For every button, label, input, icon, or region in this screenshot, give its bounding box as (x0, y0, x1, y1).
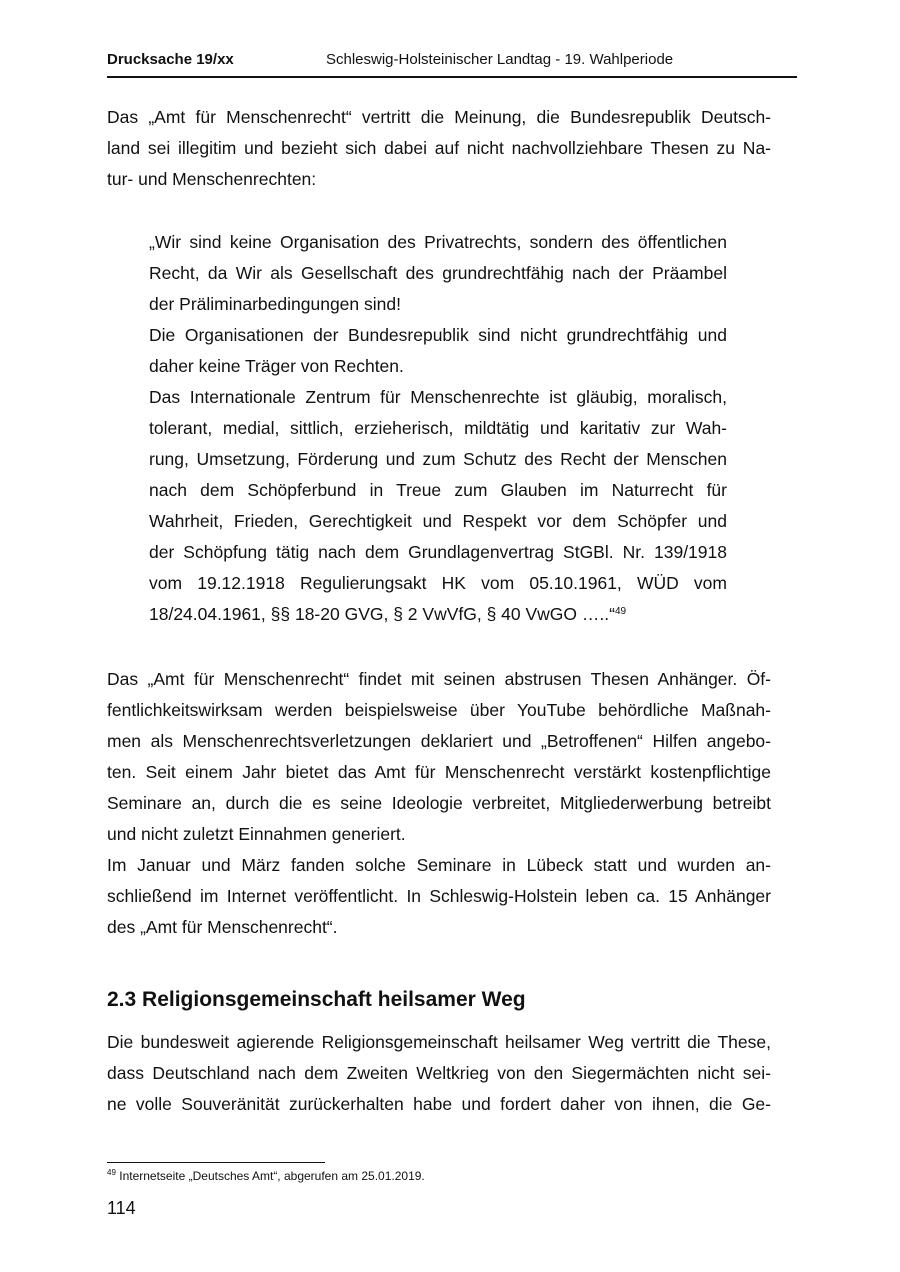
text-line: Seminare an, durch die es seine Ideologie verbreitet, Mitgliederwerbung betreibt (107, 793, 771, 813)
paragraph-2 (107, 664, 771, 943)
text-line: men als Menschenrechtsverletzungen deklariert und „Betroffenen“ Hilfen angebo- (107, 731, 771, 751)
page-number: 114 (107, 1198, 136, 1218)
footnote-text: Internetseite „Deutsches Amt“, abgerufen am 25.01.2019. (115, 1169, 425, 1183)
block-quote (149, 227, 727, 630)
text-line: ten. Seit einem Jahr bietet das Amt für Menschenrecht verstärkt kostenpflichtige (107, 762, 771, 782)
text-line: Die bundesweit agierende Religionsgemeinschaft heilsamer Weg vertritt die These, (107, 1032, 771, 1052)
quote-line: nach dem Schöpferbund in Treue zum Glauben im Naturrecht für (149, 480, 727, 500)
text-line: fentlichkeitswirksam werden beispielsweise über YouTube behördliche Maßnah- (107, 700, 771, 720)
text-line: dass Deutschland nach dem Zweiten Weltkrieg von den Siegermächten nicht sei- (107, 1063, 771, 1083)
text-line: land sei illegitim und bezieht sich dabei auf nicht nachvollziehbare Thesen zu Na- (107, 138, 771, 158)
quote-line: daher keine Träger von Rechten. (149, 356, 404, 376)
footnote-reference: 49 (614, 606, 627, 617)
paragraph-3 (107, 1027, 771, 1120)
header-title: Schleswig-Holsteinischer Landtag - 19. Wahlperiode (326, 51, 674, 68)
text-line: Das „Amt für Menschenrecht“ vertritt die Meinung, die Bundesrepublik Deutsch- (107, 107, 771, 127)
quote-line: tolerant, medial, sittlich, erzieherisch, mildtätig und karitativ zur Wah- (149, 418, 727, 438)
quote-line: Die Organisationen der Bundesrepublik sind nicht grundrechtfähig und (149, 325, 727, 345)
quote-line: Wahrheit, Frieden, Gerechtigkeit und Respekt vor dem Schöpfer und (149, 511, 727, 531)
page-header (107, 51, 797, 73)
quote-line: „Wir sind keine Organisation des Privatrechts, sondern des öffentlichen (149, 232, 727, 252)
quote-line: der Schöpfung tätig nach dem Grundlagenvertrag StGBl. Nr. 139/1918 (149, 542, 727, 562)
quote-line: Recht, da Wir als Gesellschaft des grundrechtfähig nach der Präambel (149, 263, 727, 283)
text-line: schließend im Internet veröffentlicht. In Schleswig-Holstein leben ca. 15 Anhänger (107, 886, 771, 906)
quote-line: 18/24.04.1961, §§ 18-20 GVG, § 2 VwVfG, § 40 VwGO …..“ (149, 604, 615, 624)
footnote-number: 49 (107, 1168, 116, 1177)
section-heading: 2.3 Religionsgemeinschaft heilsamer Weg (107, 988, 526, 1011)
document-id: Drucksache 19/xx (107, 51, 234, 68)
quote-line: der Präliminarbedingungen sind! (149, 294, 401, 314)
text-line: tur- und Menschenrechten: (107, 169, 317, 189)
header-divider (107, 76, 797, 78)
text-line: Das „Amt für Menschenrecht“ findet mit seinen abstrusen Thesen Anhänger. Öf- (107, 669, 771, 689)
quote-line: Das Internationale Zentrum für Menschenrechte ist gläubig, moralisch, (149, 387, 727, 407)
footnote (107, 1169, 425, 1183)
footnote-divider (107, 1162, 325, 1163)
quote-line: rung, Umsetzung, Förderung und zum Schutz des Recht der Menschen (149, 449, 727, 469)
text-line: und nicht zuletzt Einnahmen generiert. (107, 824, 406, 844)
paragraph-1 (107, 102, 771, 195)
text-line: ne volle Souveränität zurückerhalten habe und fordert daher von ihnen, die Ge- (107, 1094, 771, 1114)
text-line: Im Januar und März fanden solche Seminare in Lübeck statt und wurden an- (107, 855, 771, 875)
text-line: des „Amt für Menschenrecht“. (107, 917, 338, 937)
quote-last-line (149, 599, 727, 630)
quote-line: vom 19.12.1918 Regulierungsakt HK vom 05.10.1961, WÜD vom (149, 573, 727, 593)
